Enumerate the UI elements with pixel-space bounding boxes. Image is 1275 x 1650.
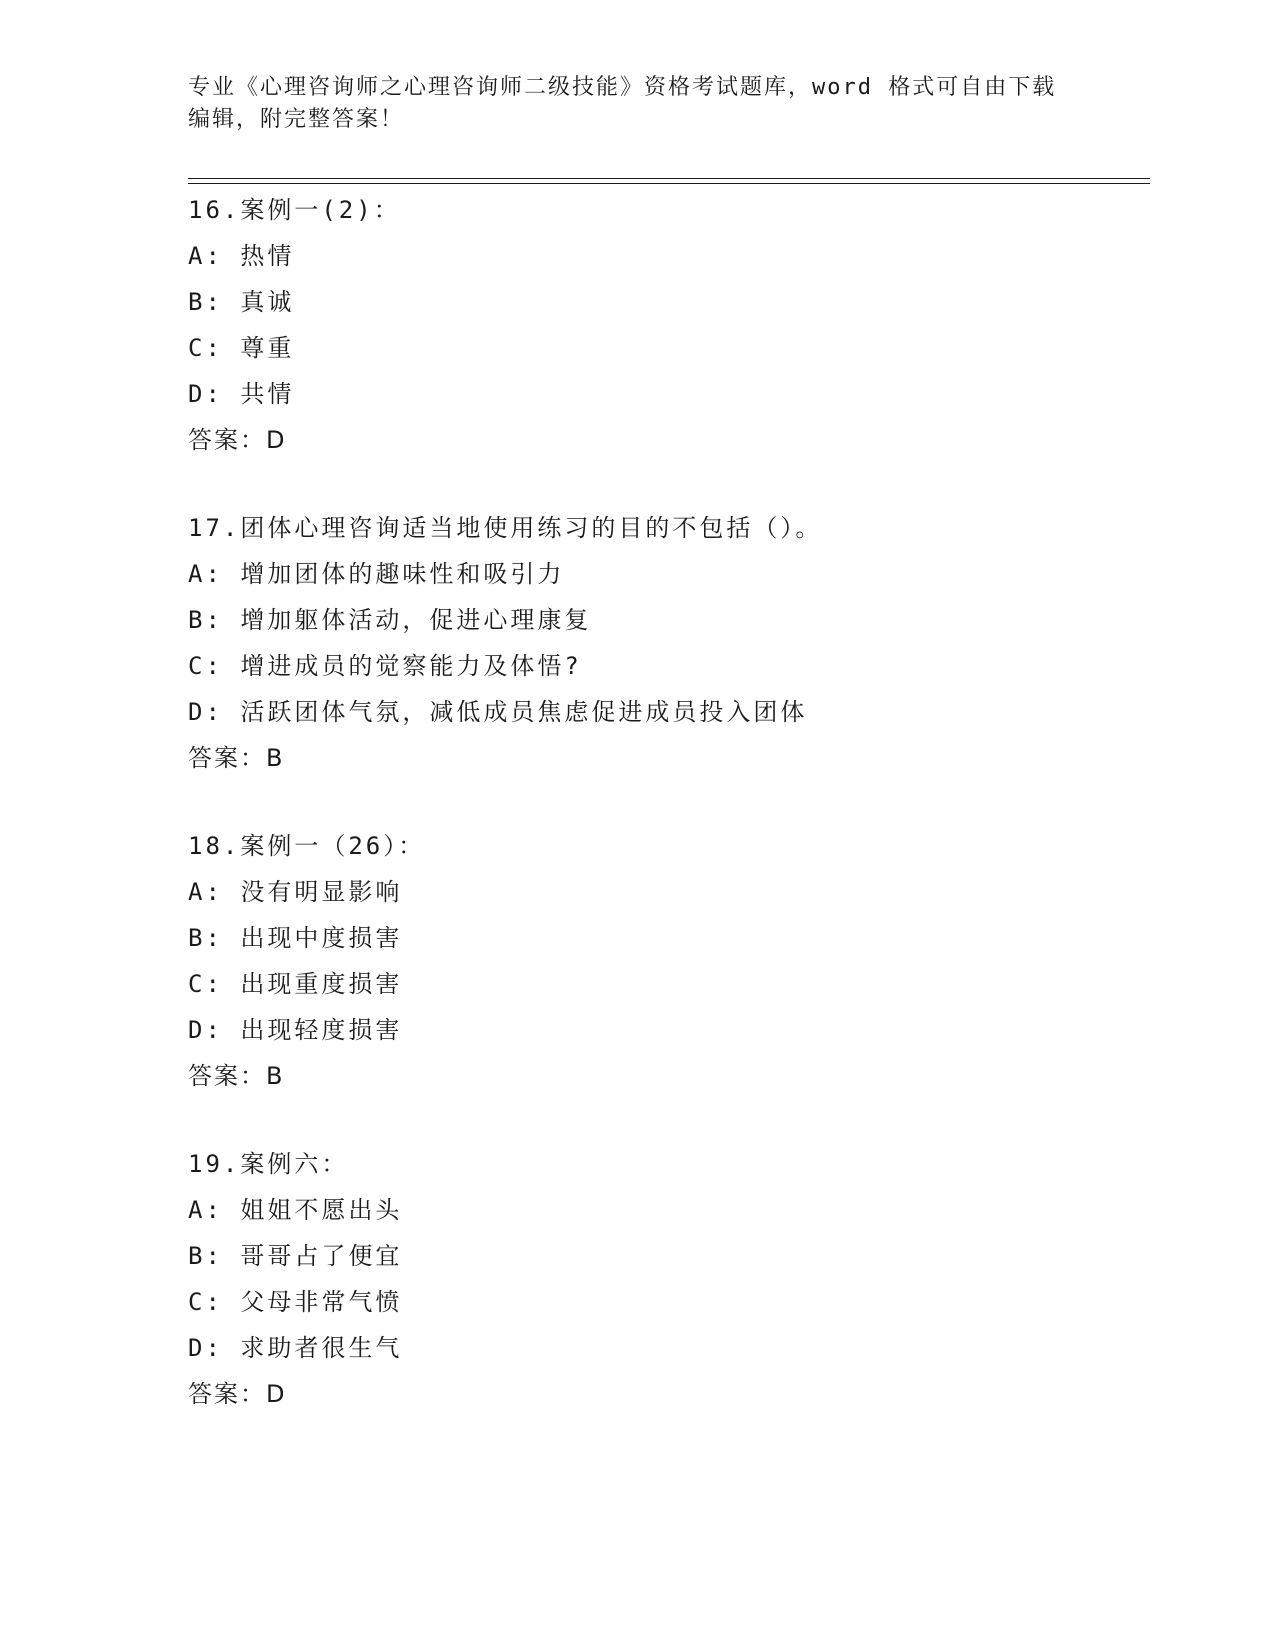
question-stem: 18.案例一（26）： xyxy=(188,832,426,860)
header-line-2: 编辑，附完整答案！ xyxy=(188,107,405,132)
answer-line: 答案：D xyxy=(188,1380,287,1408)
header-line-1: 专业《心理咨询师之心理咨询师二级技能》资格考试题库，word 格式可自由下载 xyxy=(188,75,1057,100)
option-c: C: 增进成员的觉察能力及体悟? xyxy=(188,652,582,680)
question-stem: 19.案例六： xyxy=(188,1150,349,1178)
question-17 xyxy=(188,505,1148,781)
option-b: B: 真诚 xyxy=(188,288,295,316)
option-a: A: 热情 xyxy=(188,242,295,270)
option-c: C: 尊重 xyxy=(188,334,295,362)
question-stem: 17.团体心理咨询适当地使用练习的目的不包括（）。 xyxy=(188,514,823,542)
header-divider-top xyxy=(188,178,1150,179)
option-d: D: 共情 xyxy=(188,380,295,408)
option-a: A: 增加团体的趣味性和吸引力 xyxy=(188,560,565,588)
option-b: B: 出现中度损害 xyxy=(188,924,403,952)
question-stem: 16.案例一(2)： xyxy=(188,196,401,224)
option-d: D: 求助者很生气 xyxy=(188,1334,403,1362)
option-d: D: 活跃团体气氛，减低成员焦虑促进成员投入团体 xyxy=(188,698,808,726)
option-a: A: 姐姐不愿出头 xyxy=(188,1196,403,1224)
option-d: D: 出现轻度损害 xyxy=(188,1016,403,1044)
option-c: C: 父母非常气愤 xyxy=(188,1288,403,1316)
question-18 xyxy=(188,823,1148,1099)
answer-line: 答案：D xyxy=(188,426,287,454)
document-header xyxy=(188,72,1088,136)
option-b: B: 增加躯体活动，促进心理康复 xyxy=(188,606,592,634)
header-divider-bottom xyxy=(188,183,1150,184)
question-19 xyxy=(188,1141,1148,1417)
option-a: A: 没有明显影响 xyxy=(188,878,403,906)
option-b: B: 哥哥占了便宜 xyxy=(188,1242,403,1270)
question-16 xyxy=(188,187,1148,463)
answer-line: 答案：B xyxy=(188,744,285,772)
answer-line: 答案：B xyxy=(188,1062,285,1090)
option-c: C: 出现重度损害 xyxy=(188,970,403,998)
